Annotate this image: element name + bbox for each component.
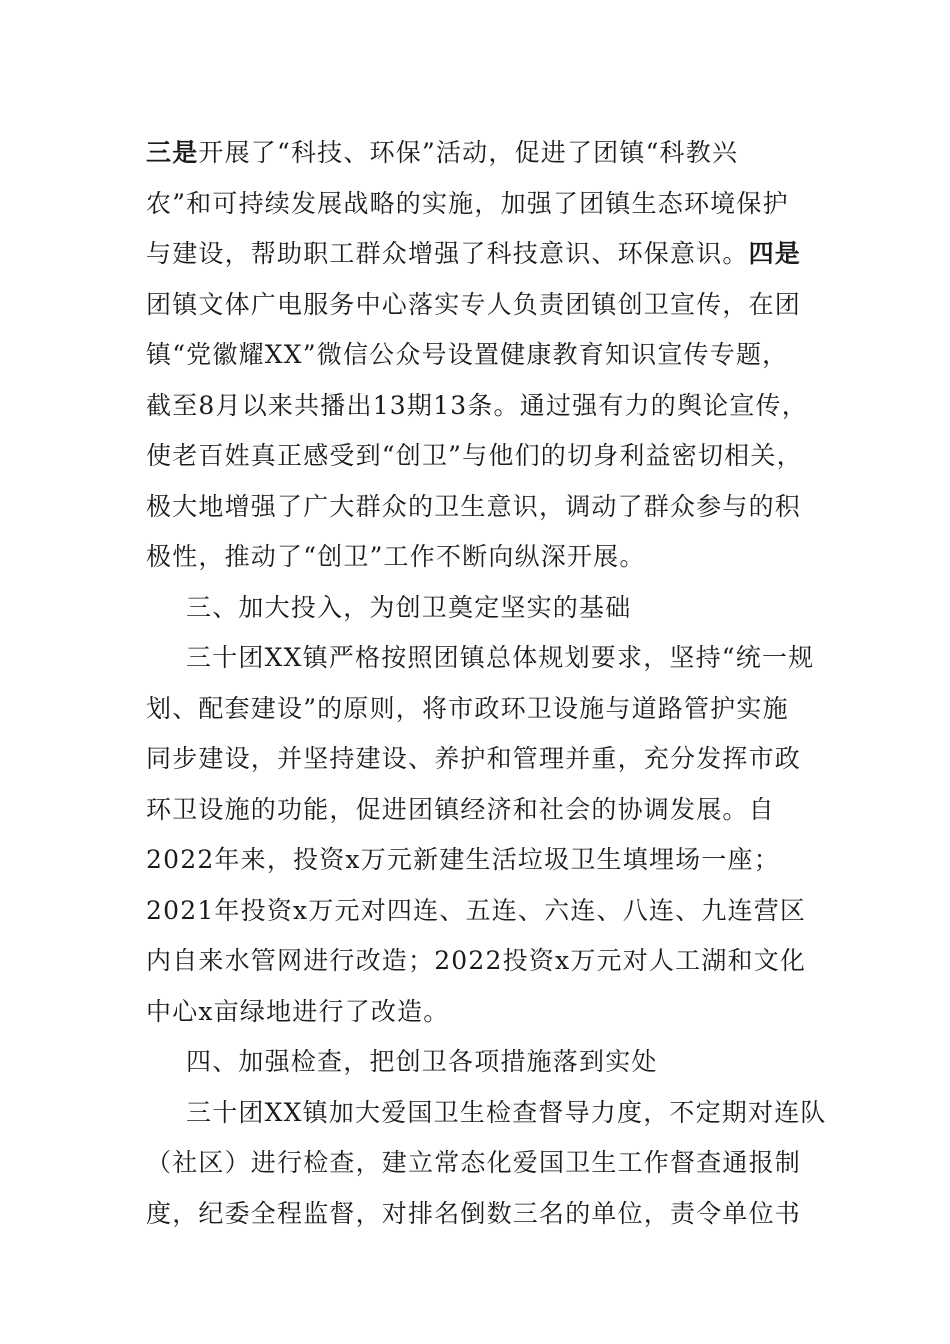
text-line [146,1088,827,1139]
document-body [146,128,827,1239]
line-text: 内自来水管网进行改造；2022投资x万元对人工湖和文化 [146,946,807,975]
text-line [146,1189,816,1240]
text-line [146,987,816,1038]
line-text: 三十团XX镇严格按照团镇总体规划要求，坚持“统一规 [186,643,815,672]
text-line [146,1138,816,1189]
line-text: 团镇文体广电服务中心落实专人负责团镇创卫宣传，在团 [146,289,802,319]
text-line [146,482,816,533]
bold-tail: 四是 [748,239,802,268]
line-text: 中心x亩绿地进行了改造。 [146,996,450,1026]
line-text: 使老百姓真正感受到“创卫”与他们的切身利益密切相关， [146,441,803,470]
line-text: 同步建设，并坚持建设、养护和管理并重，充分发挥市政 [146,744,802,773]
text-line [146,684,816,735]
text-line [146,785,816,836]
text-line [146,431,816,482]
line-text: 三十团XX镇加大爱国卫生检查督导力度，不定期对连队 [186,1097,827,1127]
text-line [146,179,816,230]
line-text: 三、加大投入，为创卫奠定坚实的基础 [186,592,632,622]
line-text: 截至8月以来共播出13期13条。通过强有力的舆论宣传， [146,390,808,420]
line-text: 划、配套建设”的原则，将市政环卫设施与道路管护实施 [146,693,789,723]
line-text: 极性，推动了“创卫”工作不断向纵深开展。 [146,542,646,571]
line-text: 镇“党徽耀XX”微信公众号设置健康教育知识宣传专题， [146,340,789,369]
text-line [146,532,816,583]
line-text: 2021年投资x万元对四连、五连、六连、八连、九连营区 [146,895,807,925]
line-text: 开展了“科技、环保”活动，促进了团镇“科教兴 [198,138,739,167]
text-line [146,128,816,179]
line-text: 四、加强检查，把创卫各项措施落到实处 [186,1047,658,1076]
line-text: 2022年来，投资x万元新建生活垃圾卫生填埋场一座； [146,845,780,874]
bold-lead: 三是 [146,138,199,167]
line-text: 极大地增强了广大群众的卫生意识，调动了群众参与的积 [146,491,802,521]
text-line [146,229,816,280]
line-text: 度，纪委全程监督，对排名倒数三名的单位，责令单位书 [146,1198,802,1228]
text-line [146,330,816,381]
text-line [146,886,816,937]
line-text: 环卫设施的功能，促进团镇经济和社会的协调发展。自 [146,794,775,824]
text-line [146,835,816,886]
line-text: 与建设，帮助职工群众增强了科技意识、环保意识。 [146,239,749,268]
line-text: （社区）进行检查，建立常态化爱国卫生工作督查通报制 [146,1148,802,1177]
text-line [146,381,816,432]
text-line [146,734,816,785]
line-text: 农”和可持续发展战略的实施，加强了团镇生态环境保护 [146,188,789,218]
text-line [146,936,816,987]
text-line [146,1037,816,1088]
text-line [146,583,816,634]
text-line [146,280,816,331]
text-line [146,633,816,684]
